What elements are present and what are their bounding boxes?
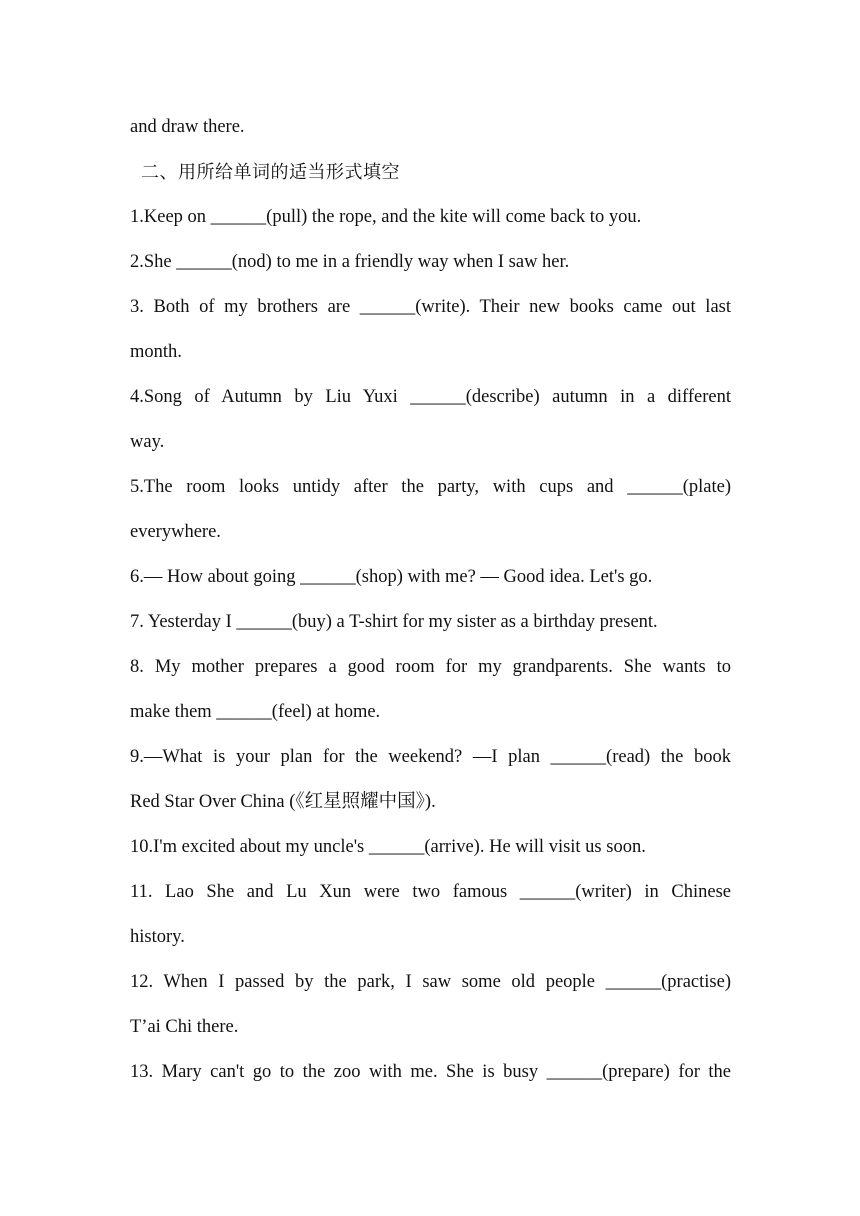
question-line-continuation: history. — [130, 927, 185, 947]
document-body — [130, 105, 731, 1095]
question-line: 1.Keep on ______(pull) the rope, and the kite will come back to you. — [130, 207, 642, 227]
question-line-continuation: Red Star Over China (《红星照耀中国》). — [130, 792, 436, 812]
section-heading: 二、用所给单词的适当形式填空 — [141, 162, 400, 183]
question-line: 5.The room looks untidy after the party, with cups and ______(plate) — [130, 477, 731, 497]
question-line-continuation: month. — [130, 342, 182, 362]
question-line-continuation: T’ai Chi there. — [130, 1017, 239, 1037]
question-line: 4.Song of Autumn by Liu Yuxi ______(describe) autumn in a different — [130, 387, 731, 407]
question-line: 13. Mary can't go to the zoo with me. She is busy ______(prepare) for the — [130, 1062, 731, 1082]
question-line: 6.— How about going ______(shop) with me? — Good idea. Let's go. — [130, 567, 653, 587]
question-line-continuation: everywhere. — [130, 522, 221, 542]
question-line: 7. Yesterday I ______(buy) a T-shirt for my sister as a birthday present. — [130, 612, 658, 632]
question-line: 10.I'm excited about my uncle's ______(arrive). He will visit us soon. — [130, 837, 646, 857]
question-line: 12. When I passed by the park, I saw some old people ______(practise) — [130, 972, 731, 992]
question-line-continuation: make them ______(feel) at home. — [130, 702, 381, 722]
question-line: 11. Lao She and Lu Xun were two famous ______(writer) in Chinese — [130, 882, 731, 902]
text-line: and draw there. — [130, 117, 245, 137]
question-line: 3. Both of my brothers are ______(write). Their new books came out last — [130, 297, 731, 317]
question-line: 2.She ______(nod) to me in a friendly way when I saw her. — [130, 252, 570, 272]
question-line-continuation: way. — [130, 432, 165, 452]
question-line: 9.—What is your plan for the weekend? —I plan ______(read) the book — [130, 747, 731, 767]
question-line: 8. My mother prepares a good room for my grandparents. She wants to — [130, 657, 731, 677]
